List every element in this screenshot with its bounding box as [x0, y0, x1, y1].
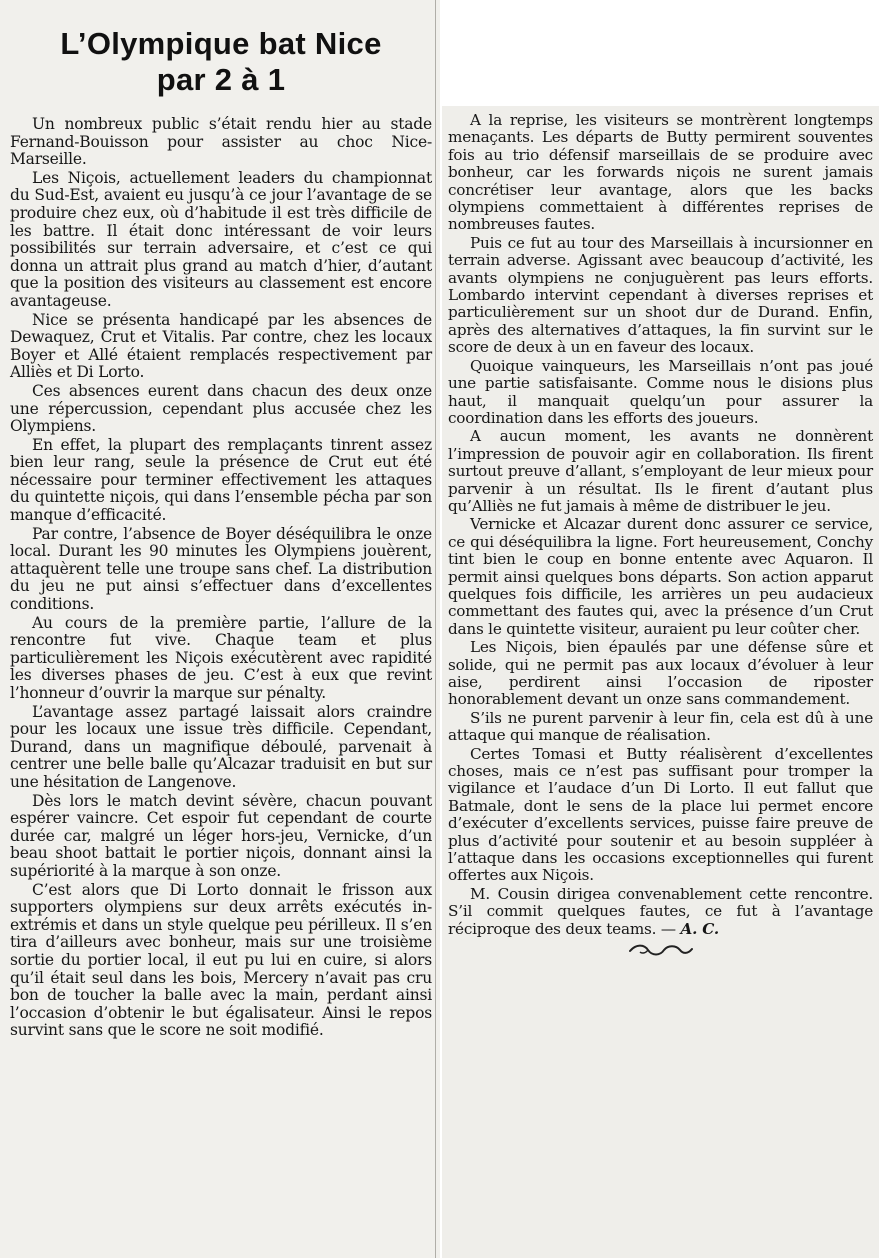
paragraph: Ces absences eurent dans chacun des deux onze une répercussion, cependant plus accusée chez les Olympiens.	[10, 381, 432, 436]
paragraph: Nice se présenta handicapé par les absences de Dewaquez, Crut et Vitalis. Par contre, chez les locaux Boyer et Allé étaient remplacés respectivement par Alliès et Di Lorto.	[10, 310, 432, 382]
final-paragraph	[448, 886, 873, 938]
author-signature: A. C.	[680, 919, 719, 938]
article-body-left	[10, 116, 432, 1040]
paragraph: Au cours de la première partie, l’allure de la rencontre fut vive. Chaque team et plus particulièrement les Niçois exécutèrent avec rapidité les diverses phases de jeu. C’est à eux que revint l’honneur d’ouvrir la marque sur pénalty.	[10, 613, 432, 702]
headline	[10, 26, 432, 98]
paragraph: Par contre, l’absence de Boyer déséquilibra le onze local. Durant les 90 minutes les Olympiens jouèrent, attaquèrent telle une troupe sans chef. La distribution du jeu ne put ainsi s’effectuer dans d’excellentes conditions.	[10, 524, 432, 614]
paragraph: Les Niçois, bien épaulés par une défense sûre et solide, qui ne permit pas aux locaux d’évoluer à leur aise, perdirent ainsi l’occasion de riposter honorablement devant un onze sans commandement.	[448, 638, 873, 709]
headline-line-2: par 2 à 1	[156, 62, 286, 97]
paragraph: A la reprise, les visiteurs se montrèrent longtemps menaçants. Les départs de Butty permirent souventes fois au trio défensif marseillais de se produire avec bonheur, car les forwards niçois ne surent jamais concrétiser leur avantage, alors que les backs olympiens commettaient à différentes reprises de nombreuses fautes.	[448, 111, 873, 234]
right-column	[442, 106, 879, 1258]
paragraph: Dès lors le match devint sévère, chacun pouvant espérer vaincre. Cet espoir fut cependant de courte durée car, malgré un léger hors-jeu, Vernicke, d’un beau shoot battait le portier niçois, donnant ainsi la supériorité à la marque à son onze.	[10, 791, 432, 880]
final-paragraph-text: M. Cousin dirigea convenablement cette rencontre. S’il commit quelques fautes, ce fut à l’avantage réciproque des deux teams. —	[448, 884, 873, 938]
article-body-right	[448, 112, 873, 938]
paragraph: Puis ce fut au tour des Marseillais à incursionner en terrain adverse. Agissant avec beaucoup d’activité, les avants olympiens ne conjuguèrent pas leurs efforts. Lombardo intervint cependant à diverses reprises et particulièrement sur un shoot dur de Durand. Enfin, après des alternatives d’attaques, la fin survint sur le score de deux à un en faveur des locaux.	[448, 233, 873, 357]
paragraph: L’avantage assez partagé laissait alors craindre pour les locaux une issue très difficile. Cependant, Durand, dans un magnifique déboulé, parvenait à centrer une belle balle qu’Alcazar traduisit en but sur une hésitation de Langenove.	[10, 702, 432, 791]
paragraph: Vernicke et Alcazar durent donc assurer ce service, ce qui déséquilibra la ligne. Fort heureusement, Conchy tint bien le coup en bonne entente avec Aquaron. Il permit ainsi quelques bons départs. Son action apparut quelques fois difficile, les arrières un peu audacieux commettant des fautes qui, avec la présence d’un Crut dans le quintette visiteur, auraient pu leur coûter cher.	[448, 515, 873, 638]
paragraph: C’est alors que Di Lorto donnait le frisson aux supporters olympiens sur deux arrêts exécutés in-extrémis et dans un style quelque peu périlleux. Il s’en tira d’ailleurs avec bonheur, mais sur une troisième sortie du portier local, il eut pu lui en cuire, si alors qu’il était seul dans les bois, Mercery n’avait pas cru bon de toucher la balle avec la main, perdant ainsi l’occasion d’obtenir le but égalisateur. Ainsi le repos survint sans que le score ne soit modifié.	[10, 880, 432, 1040]
headline-line-1: L’Olympique bat Nice	[60, 26, 382, 61]
paragraph: Un nombreux public s’était rendu hier au stade Fernand-Bouisson pour assister au choc Nice-Marseille.	[10, 115, 432, 169]
paragraph: Certes Tomasi et Butty réalisèrent d’excellentes choses, mais ce n’est pas suffisant pour tromper la vigilance et l’audace d’un Di Lorto. Il eut fallut que Batmale, dont le sens de la place lui permet encore d’exécuter d’excellents services, puisse faire preuve de plus d’activité pour soutenir et au besoin suppléer à l’attaque dans les occasions exceptionnelles qui furent offertes aux Niçois.	[448, 744, 873, 885]
end-flourish-icon	[626, 942, 696, 958]
paragraph: A aucun moment, les avants ne donnèrent l’impression de pouvoir agir en collaboration. Ils firent surtout preuve d’allant, s’employant de leur mieux pour parvenir à un résultat. Ils le firent d’autant plus qu’Alliès ne fut jamais à même de distribuer le jeu.	[448, 427, 873, 515]
paragraph: Quoique vainqueurs, les Marseillais n’ont pas joué une partie satisfaisante. Comme nous le disions plus haut, il manquait quelqu’un pour assurer la coordination dans les efforts des joueurs.	[448, 356, 873, 427]
paragraph: S’ils ne purent parvenir à leur fin, cela est dû à une attaque qui manque de réalisation.	[448, 708, 873, 745]
paragraph: En effet, la plupart des remplaçants tinrent assez bien leur rang, seule la présence de Crut eut été nécessaire pour terminer effectivement les attaques du quintette niçois, qui dans l’ensemble pécha par son manque d’efficacité.	[10, 435, 432, 525]
paragraph: Les Niçois, actuellement leaders du championnat du Sud-Est, avaient eu jusqu’à ce jour l’avantage de se produire chez eux, où d’habitude il est très difficile de les battre. Il était donc intéressant de voir leurs possibilités sur terrain adversaire, et c’est ce qui donna un attrait plus grand au match d’hier, d’autant que la position des visiteurs au classement est encore avantageuse.	[10, 168, 432, 310]
